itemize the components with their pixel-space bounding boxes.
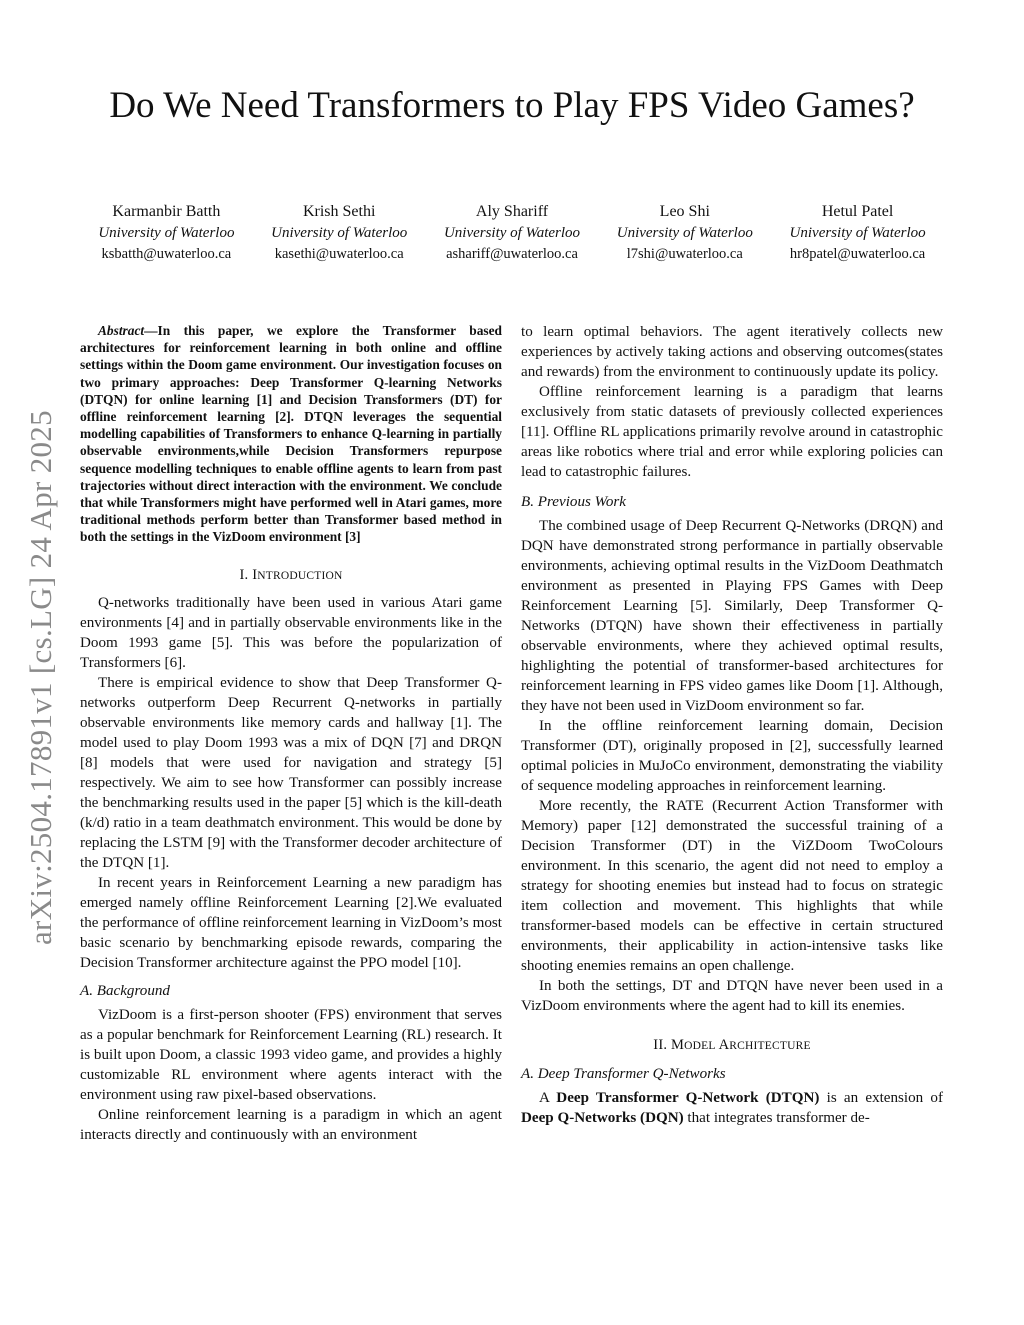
- abstract: [80, 322, 502, 546]
- arxiv-identifier: arXiv:2504.17891v1 [cs.LG] 24 Apr 2025: [23, 410, 58, 945]
- right-column: [521, 322, 943, 1128]
- author-email: hr8patel@uwaterloo.ca: [789, 246, 926, 262]
- author-block: [598, 201, 771, 265]
- author-block: [253, 201, 426, 265]
- author-name: Karmanbir Batth: [112, 203, 221, 220]
- paragraph: In the offline reinforcement learning domain, Decision Transformer (DT), originally proposed in [2], successfully learned optimal policies in MuJoCo environment, demonstrating the viability of sequence modeling approaches in reinforcement learning.: [521, 718, 943, 794]
- subsection-heading-dtqn: A. Deep Transformer Q-Networks: [521, 1066, 726, 1082]
- section-heading-model-architecture: II. MODEL ARCHITECTURE: [653, 1037, 811, 1053]
- paper-title: Do We Need Transformers to Play FPS Video Games?: [109, 85, 915, 126]
- author-block: [771, 201, 944, 265]
- abstract-dash: —: [144, 323, 158, 338]
- subsection-heading-previous-work: B. Previous Work: [521, 494, 626, 510]
- author-affiliation: University of Waterloo: [98, 225, 235, 241]
- author-affiliation: University of Waterloo: [789, 225, 926, 241]
- author-email: kasethi@uwaterloo.ca: [274, 246, 404, 262]
- paragraph: VizDoom is a first-person shooter (FPS) environment that serves as a popular benchmark for Reinforcement Learning (RL) research. It is built upon Doom, a classic 1993 video game, and provides a highly customizable RL environment where agents interact with the environment using raw pixel-based observations.: [80, 1006, 502, 1103]
- paragraph: There is empirical evidence to show that Deep Transformer Q-networks outperform Deep Recurrent Q-networks in partially observable environments like memory cards and hallway [1]. The model used to play Doom 1993 was a mix of DQN [7] and DRQN [8] models that were used for navigation and strategy [5] respectively. We aim to see how Transformer can possibly increase the benchmarking results used in the paper [5] which is the kill-death (k/d) ratio in a team deathmatch environment. This would be done by replacing the LSTM [9] with the Transformer decoder architecture of the DTQN [1].: [80, 674, 502, 871]
- author-email: ashariff@uwaterloo.ca: [446, 246, 578, 262]
- author-name: Krish Sethi: [302, 203, 376, 220]
- author-email: l7shi@uwaterloo.ca: [626, 246, 743, 262]
- author-block: [426, 201, 599, 265]
- author-name: Leo Shi: [659, 203, 710, 220]
- author-block: [80, 201, 253, 265]
- paragraph: The combined usage of Deep Recurrent Q-Networks (DRQN) and DQN have demonstrated strong performance in partially observable environments, achieving optimal results in the VizDoom Deathmatch environment as presented in Playing FPS Games with Deep Reinforcement Learning [5]. Similarly, Deep Transformer Q-Networks (DTQN) have shown their effectiveness in partially observable environments, where they achieved optimal results, highlighting the potential of transformer-based architectures for reinforcement learning in FPS video games like Doom [1]. Although, they have not been used in VizDoom environment so far.: [521, 518, 943, 714]
- paragraph-continued: to learn optimal behaviors. The agent iteratively collects new experiences by actively taking actions and observing outcomes(states and rewards) from the environment to continuously update its policy.: [521, 324, 943, 380]
- paragraph: Offline reinforcement learning is a paradigm that learns exclusively from static datasets of previously collected experiences [11]. Offline RL applications primarily revolve around in catastrophic areas like robotics where trial and error while exploring policies can lead to catastrophic failures.: [521, 384, 943, 480]
- author-name: Hetul Patel: [821, 203, 894, 220]
- author-name: Aly Shariff: [475, 203, 549, 220]
- section-heading-introduction: I. INTRODUCTION: [239, 566, 343, 583]
- paragraph: In both the settings, DT and DTQN have never been used in a VizDoom environments where the agent had to kill its enemies.: [521, 978, 943, 1014]
- paragraph: In recent years in Reinforcement Learning a new paradigm has emerged namely offline Reinforcement Learning [2].We evaluated the performance of offline reinforcement learning in VizDoom’s most basic scenario by benchmarking episode rewards, comparing the Decision Transformer architecture against the PPO model [10].: [80, 874, 502, 971]
- abstract-text: In this paper, we explore the Transformer based architectures for reinforcement learning in both online and offline settings within the Doom game environment. Our investigation focuses on two primary approaches: Deep Transformer Q-learning Networks (DTQN) for online learning [1] and Decision Transformers (DT) for offline reinforcement learning [2]. DTQN leverages the sequential modelling capabilities of Transformers to enhance Q-learning in partially observable environments,while Decision Transformers repurpose sequence modelling techniques to enable offline agents to learn from past trajectories without direct interaction with the environment. We conclude that while Transformers might have performed well in Atari games, more traditional methods perform better than Transformer based method in both the settings in the VizDoom environment [3]: [80, 323, 502, 545]
- author-affiliation: University of Waterloo: [271, 225, 408, 241]
- author-list: [80, 201, 944, 265]
- author-email: ksbatth@uwaterloo.ca: [101, 246, 232, 262]
- left-column: [80, 322, 502, 1145]
- paragraph: Q-networks traditionally have been used in various Atari game environments [4] and in partially observable environments like in the Doom 1993 game [5]. This was before the popularization of Transformers [6].: [80, 594, 502, 671]
- subsection-heading-background: A. Background: [80, 982, 170, 999]
- paragraph: A Deep Transformer Q-Network (DTQN) is an extension of Deep Q-Networks (DQN) that integrates transformer de-: [521, 1090, 944, 1126]
- abstract-label: Abstract: [98, 323, 145, 338]
- paragraph: Online reinforcement learning is a paradigm in which an agent interacts directly and continuously with an environment: [80, 1106, 502, 1143]
- paragraph: More recently, the RATE (Recurrent Action Transformer with Memory) paper [12] demonstrated the successful training of a Decision Transformer (DT) in the ViZDoom TwoColours environment. In this scenario, the agent did not need to employ a strategy for shooting enemies but instead had to focus on strategic item collection and movement. This highlights that while transformer-based models can be effective in certain structured environments, their applicability in action-intensive tasks like shooting enemies remains an open challenge.: [521, 798, 943, 974]
- author-affiliation: University of Waterloo: [616, 225, 753, 241]
- author-affiliation: University of Waterloo: [443, 225, 581, 241]
